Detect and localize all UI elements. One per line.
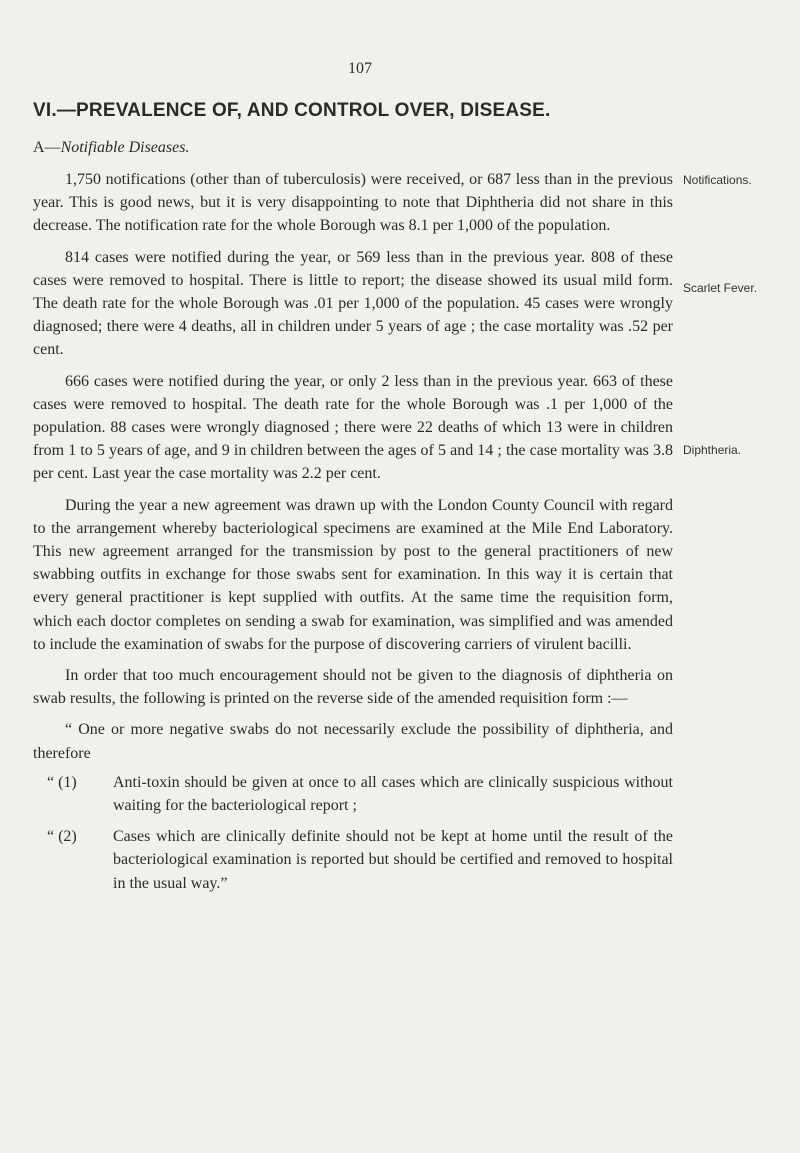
page-number: 107 (348, 60, 372, 77)
subheading-title: Notifiable Diseases. (60, 139, 190, 156)
quote-item (33, 771, 673, 817)
margin-note-notifications: Notifications. (683, 173, 752, 187)
paragraph-requisition-form: In order that too much encouragement should not be given to the diagnosis of diphtheria on swab results, the following is printed on the reverse side of the amended requisition form :— (33, 667, 673, 708)
quote-item-text: Cases which are clinically definite should not be kept at home until the result of the bacteriological examination is reported but should be certified and removed to hospital in the usual way.” (113, 828, 673, 892)
paragraph-notifications: 1,750 notifications (other than of tuberculosis) were received, or 687 less than in the previous year. This is good news, but it is very disappointing to note that Diphtheria did not share in this decrease. The notification rate for the whole Borough was 8.1 per 1,000 of the population. (33, 171, 673, 235)
quote-lead: “ One or more negative swabs do not necessarily exclude the possibility of diphtheria, and therefore (33, 721, 673, 762)
paragraph-agreement: During the year a new agreement was drawn up with the London County Council with regard to the arrangement whereby bacteriological specimens are examined at the Mile End Laboratory. This new agreement arranged for the transmission by post to the general practitioners of new swabbing outfits in exchange for those swabs sent for examination. In this way it is certain that every general practitioner is kept supplied with outfits. At the same time the requisition form, which each doctor completes on sending a swab for examination, was simplified and was amended to include the examination of swabs for the purpose of discovering carriers of virulent bacilli. (33, 496, 673, 653)
quote-item-number: “ (1) (47, 773, 77, 791)
quote-item (33, 825, 673, 895)
paragraph-scarlet-fever: 814 cases were notified during the year, or 569 less than in the previous year. 808 of these cases were removed to hospital. There is little to report; the disease showed its usual mild form. The death rate for the whole Borough was .01 per 1,000 of the population. 45 cases were wrongly diagnosed; there were 4 deaths, all in children under 5 years of age ; the case mortality was .52 per cent. (33, 248, 673, 359)
subheading-letter: A— (33, 139, 61, 156)
quote-item-number: “ (2) (47, 828, 77, 846)
margin-note-diphtheria: Diphtheria. (683, 443, 742, 457)
quote-item-text: Anti-toxin should be given at once to all cases which are clinically suspicious without waiting for the bacteriological report ; (113, 773, 673, 815)
body-text (33, 168, 673, 903)
subheading (33, 139, 189, 157)
section-title: VI.—PREVALENCE OF, AND CONTROL OVER, DISEASE. (33, 100, 551, 121)
paragraph-diphtheria: 666 cases were notified during the year, or only 2 less than in the previous year. 663 of these cases were removed to hospital. The death rate for the whole Borough was .1 per 1,000 of the population. 88 cases were wrongly diagnosed ; there were 22 deaths of which 13 were in children from 1 to 5 years of age, and 9 in children between the ages of 5 and 14 ; the case mortality was 3.8 per cent. Last year the case mortality was 2.2 per cent. (33, 372, 673, 483)
margin-note-scarlet-fever: Scarlet Fever. (683, 281, 758, 295)
